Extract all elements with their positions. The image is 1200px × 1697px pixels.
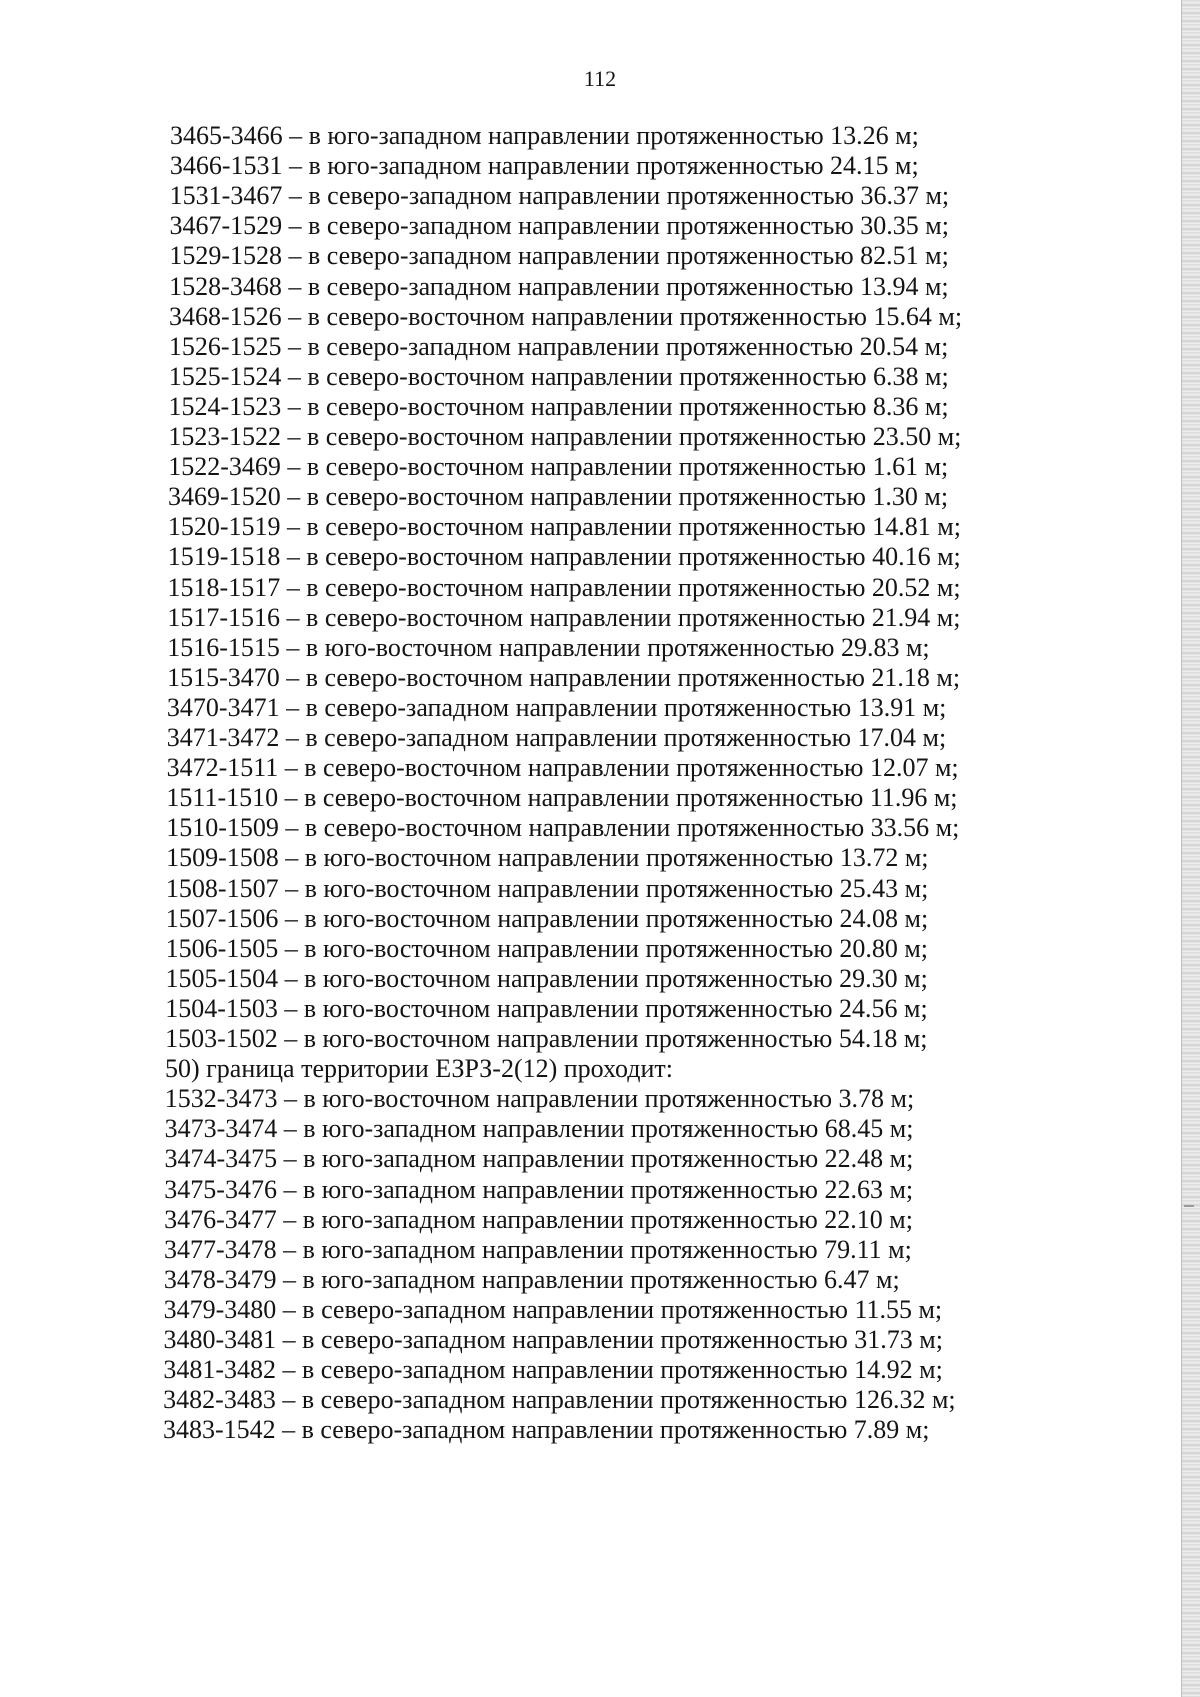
segment-line: 3482-3483 – в северо-западном направлении протяженностью 126.32 м;: [163, 1385, 956, 1415]
segment-line: 1516-1515 – в юго-восточном направлении протяженностью 29.83 м;: [167, 632, 930, 662]
segment-line: 1511-1510 – в северо-восточном направлении протяженностью 11.96 м;: [166, 783, 958, 813]
segment-line: 3468-1526 – в северо-восточном направлении протяженностью 15.64 м;: [169, 301, 963, 331]
segment-line: 3467-1529 – в северо-западном направлении протяженностью 30.35 м;: [169, 211, 949, 241]
scan-edge: [1181, 0, 1200, 1697]
segment-line: 1529-1528 – в северо-западном направлении протяженностью 82.51 м;: [169, 241, 949, 271]
segment-line: 3483-1542 – в северо-западном направлении протяженностью 7.89 м;: [163, 1415, 930, 1445]
segment-line: 1515-3470 – в северо-восточном направлении протяженностью 21.18 м;: [167, 662, 961, 692]
segment-line: 1503-1502 – в юго-восточном направлении протяженностью 54.18 м;: [165, 1024, 928, 1053]
segment-line: 1517-1516 – в северо-восточном направлении протяженностью 21.94 м;: [167, 602, 961, 632]
segment-line: 1510-1509 – в северо-восточном направлении протяженностью 33.56 м;: [166, 813, 960, 843]
segment-line: 3479-3480 – в северо-западном направлении протяженностью 11.55 м;: [163, 1294, 943, 1324]
segment-line: 1518-1517 – в северо-восточном направлении протяженностью 20.52 м;: [167, 572, 961, 602]
segment-line: 1524-1523 – в северо-восточном направлении протяженностью 8.36 м;: [168, 391, 949, 421]
segment-line: 3472-1511 – в северо-восточном направлении протяженностью 12.07 м;: [166, 753, 959, 783]
segment-line: 3465-3466 – в юго-западном направлении протяженностью 13.26 м;: [170, 121, 919, 150]
segment-line: 3477-3478 – в юго-западном направлении протяженностью 79.11 м;: [163, 1234, 912, 1264]
segment-line: 3471-3472 – в северо-западном направлении протяженностью 17.04 м;: [166, 723, 947, 752]
segment-line: 1525-1524 – в северо-восточном направлении протяженностью 6.38 м;: [168, 361, 949, 391]
section-heading: 50) граница территории ЕЗРЗ-2(12) проходит:: [164, 1054, 674, 1084]
segment-line: 1508-1507 – в юго-восточном направлении протяженностью 25.43 м;: [165, 873, 929, 903]
segment-line: 3473-3474 – в юго-западном направлении протяженностью 68.45 м;: [164, 1114, 914, 1144]
segment-line: 1523-1522 – в северо-восточном направлении протяженностью 23.50 м;: [168, 422, 962, 451]
segment-line: 3466-1531 – в юго-западном направлении протяженностью 24.15 м;: [169, 151, 919, 181]
segment-line: 3478-3479 – в юго-западном направлении протяженностью 6.47 м;: [163, 1264, 900, 1294]
segment-line: 3476-3477 – в юго-западном направлении протяженностью 22.10 м;: [164, 1204, 913, 1234]
segment-line: 1505-1504 – в юго-восточном направлении протяженностью 29.30 м;: [165, 963, 928, 993]
page-number: 112: [583, 66, 617, 91]
segment-line: 1531-3467 – в северо-западном направлении протяженностью 36.37 м;: [169, 181, 950, 211]
segment-line: 1532-3473 – в юго-восточном направлении протяженностью 3.78 м;: [164, 1084, 915, 1114]
scan-mark: [1184, 1205, 1194, 1207]
segment-line: 3470-3471 – в северо-западном направлении протяженностью 13.91 м;: [166, 692, 947, 722]
segment-line: 3469-1520 – в северо-восточном направлении протяженностью 1.30 м;: [168, 482, 949, 512]
segment-line: 3475-3476 – в юго-западном направлении протяженностью 22.63 м;: [164, 1174, 914, 1204]
segment-line: 3481-3482 – в северо-западном направлении протяженностью 14.92 м;: [163, 1355, 943, 1385]
segment-line: 1526-1525 – в северо-западном направлении протяженностью 20.54 м;: [168, 331, 949, 361]
segment-line: 1507-1506 – в юго-восточном направлении протяженностью 24.08 м;: [165, 903, 929, 933]
segment-line: 1509-1508 – в юго-восточном направлении протяженностью 13.72 м;: [166, 843, 929, 873]
segment-line: 1504-1503 – в юго-восточном направлении протяженностью 24.56 м;: [165, 993, 928, 1023]
segment-line: 1506-1505 – в юго-восточном направлении протяженностью 20.80 м;: [165, 933, 929, 963]
segment-line: 1520-1519 – в северо-восточном направлении протяженностью 14.81 м;: [167, 512, 961, 542]
segment-line: 1522-3469 – в северо-восточном направлении протяженностью 1.61 м;: [168, 452, 949, 482]
segment-line: 1519-1518 – в северо-восточном направлении протяженностью 40.16 м;: [167, 542, 961, 572]
segment-line: 3474-3475 – в юго-западном направлении протяженностью 22.48 м;: [164, 1144, 914, 1174]
segment-line: 1528-3468 – в северо-западном направлении протяженностью 13.94 м;: [169, 271, 949, 301]
segment-line: 3480-3481 – в северо-западном направлении протяженностью 31.73 м;: [163, 1325, 943, 1354]
